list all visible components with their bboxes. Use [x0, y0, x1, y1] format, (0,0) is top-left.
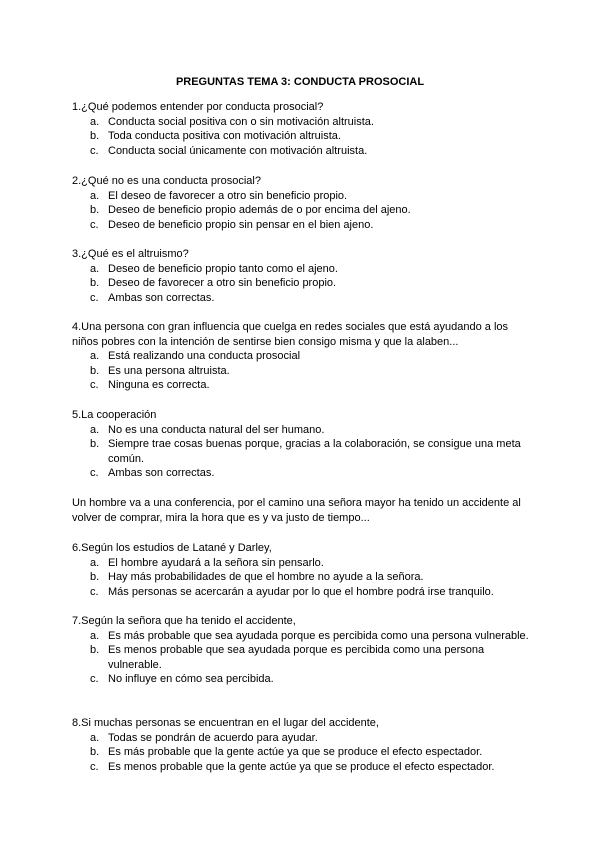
option-b: b. Es más probable que la gente actúe ya que se produce el efecto espectador. — [90, 746, 483, 759]
option-list — [72, 115, 532, 159]
option-c: c. Conducta social únicamente con motivación altruista. — [90, 144, 368, 157]
question-2 — [72, 174, 532, 232]
option-b: b. Es una persona altruista. — [90, 364, 230, 377]
question-7 — [72, 614, 532, 687]
option-b: b. Deseo de favorecer a otro sin beneficio propio. — [90, 277, 337, 290]
question-text: 3.¿Qué es el altruismo? — [72, 248, 189, 260]
question-text: 8.Si muchas personas se encuentran en el lugar del accidente, — [72, 717, 379, 729]
question-text: 5.La cooperación — [72, 409, 157, 421]
option-c: c. Es menos probable que la gente actúe ya que se produce el efecto espectador. — [90, 760, 495, 773]
question-6 — [72, 541, 532, 599]
option-c: c. Ninguna es correcta. — [90, 379, 210, 392]
option-c: c. Deseo de beneficio propio sin pensar en el bien ajeno. — [90, 218, 374, 231]
option-a: a. Conducta social positiva con o sin motivación altruista. — [90, 115, 374, 128]
option-c: c. Ambas son correctas. — [90, 467, 215, 480]
option-c: c. No influye en cómo sea percibida. — [90, 673, 274, 686]
page-title: PREGUNTAS TEMA 3: CONDUCTA PROSOCIAL — [175, 76, 425, 88]
option-a: a. Deseo de beneficio propio tanto como el ajeno. — [90, 262, 338, 275]
option-list — [72, 423, 532, 481]
question-text: 4.Una persona con gran influencia que cuelga en redes sociales que está ayudando a los niños pobres con la intención de sentirse bien consigo misma y que la alaben... — [72, 321, 509, 348]
question-text: 7.Según la señora que ha tenido el accidente, — [72, 615, 296, 627]
option-b: b. Deseo de beneficio propio además de o por encima del ajeno. — [90, 204, 411, 217]
question-5 — [72, 408, 532, 481]
option-a: a. El deseo de favorecer a otro sin beneficio propio. — [90, 189, 348, 202]
option-b: b. Es menos probable que sea ayudada porque es percibida como una persona vulnerable. — [90, 644, 485, 671]
question-3 — [72, 247, 532, 305]
option-a: a. Es más probable que sea ayudada porque es percibida como una persona vulnerable. — [90, 629, 529, 642]
question-text: 2.¿Qué no es una conducta prosocial? — [72, 175, 261, 187]
option-a: a. El hombre ayudará a la señora sin pensarlo. — [90, 556, 324, 569]
option-b: b. Toda conducta positiva con motivación altruista. — [90, 130, 341, 143]
option-a: a. No es una conducta natural del ser humano. — [90, 423, 325, 436]
option-list — [72, 349, 532, 393]
option-list — [72, 731, 532, 775]
question-4 — [72, 320, 532, 393]
option-b: b. Siempre trae cosas buenas porque, gracias a la colaboración, se consigue una meta común. — [90, 438, 521, 465]
option-list — [72, 556, 532, 600]
question-text: 6.Según los estudios de Latané y Darley, — [72, 542, 272, 554]
option-c: c. Más personas se acercarán a ayudar por lo que el hombre podrá irse tranquilo. — [90, 585, 494, 598]
question-1 — [72, 100, 532, 158]
question-8 — [72, 716, 532, 774]
question-text: 1.¿Qué podemos entender por conducta prosocial? — [72, 101, 324, 113]
option-list — [72, 629, 532, 687]
option-list — [72, 189, 532, 233]
option-b: b. Hay más probabilidades de que el hombre no ayude a la señora. — [90, 571, 424, 584]
option-a: a. Todas se pondrán de acuerdo para ayudar. — [90, 731, 318, 744]
option-c: c. Ambas son correctas. — [90, 291, 215, 304]
scenario-paragraph: Un hombre va a una conferencia, por el camino una señora mayor ha tenido un accidente al volver de comprar, mira la hora que es y va justo de tiempo... — [72, 497, 521, 524]
option-a: a. Está realizando una conducta prosocial — [90, 350, 301, 363]
option-list — [72, 262, 532, 306]
